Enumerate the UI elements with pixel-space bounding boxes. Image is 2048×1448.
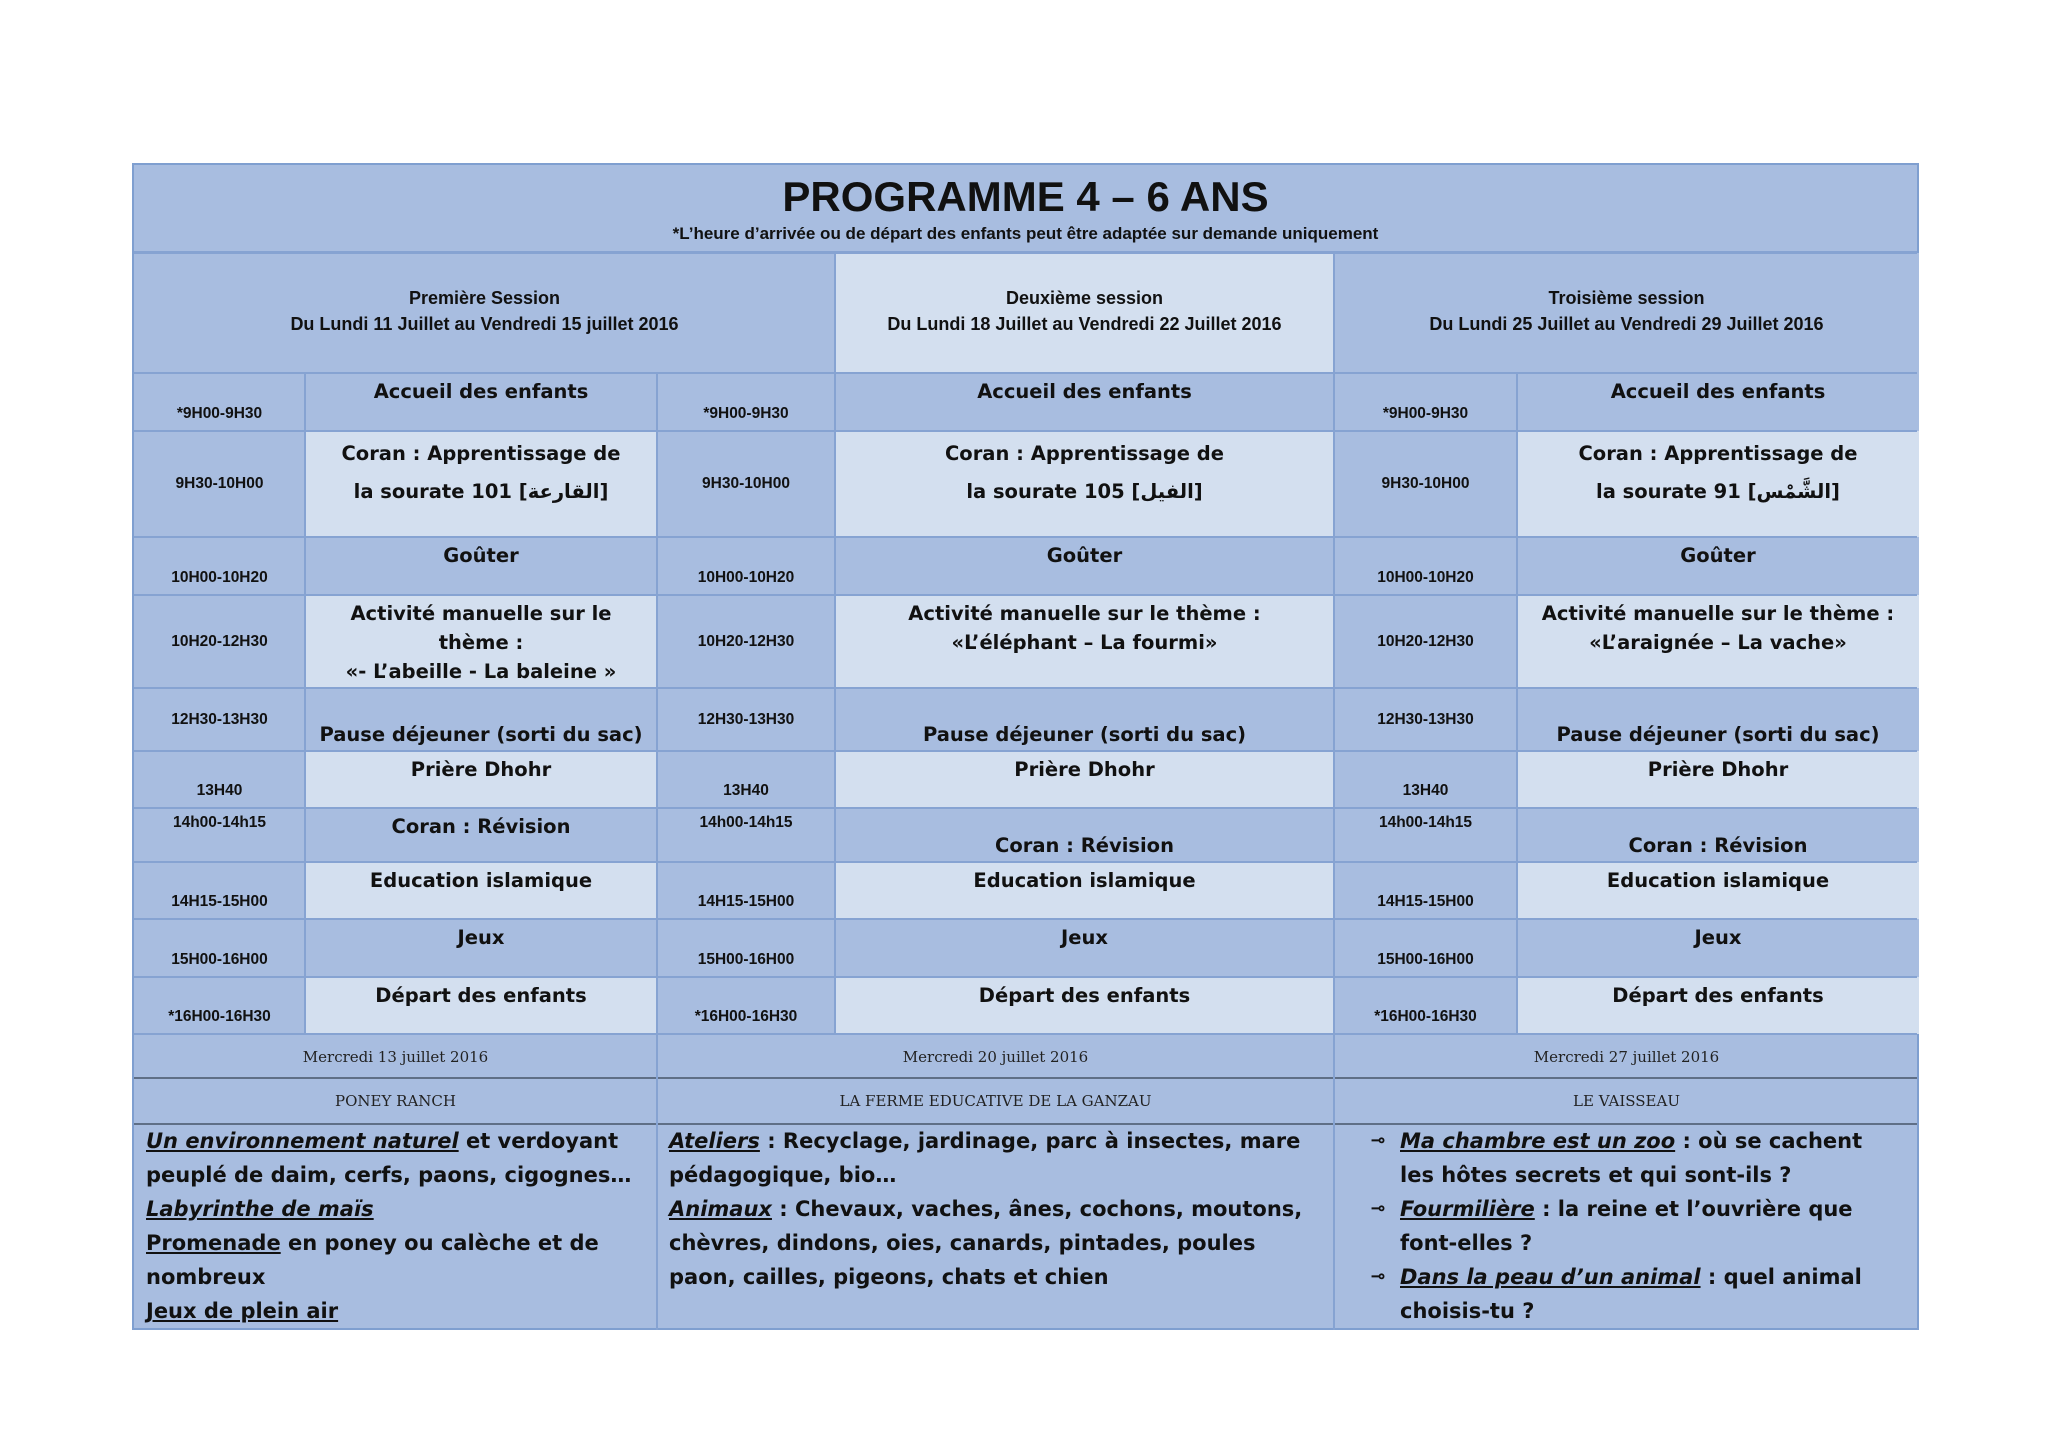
time-label: 10H00-10H20 (171, 569, 268, 586)
time-cell (134, 919, 305, 977)
time-cell (1334, 537, 1517, 595)
activity-cell (835, 431, 1334, 537)
row-divider (134, 252, 1917, 254)
time-label: 15H00-16H00 (697, 951, 795, 968)
desc2-pedagogique: pédagogique, bio… (669, 1163, 897, 1187)
time-label: 15H00-16H00 (1377, 951, 1474, 968)
time-label: 14h00-14h15 (699, 814, 793, 831)
bullet-icon: ⊸ (1370, 1198, 1386, 1219)
time-label: 10H00-10H20 (1377, 569, 1474, 586)
activity-label: Pause déjeuner (sorti du sac) (319, 723, 643, 746)
time-cell (1334, 751, 1517, 808)
session-3-header (1334, 253, 1919, 373)
desc2-animals-line3: paon, cailles, pigeons, chats et chien (669, 1265, 1109, 1289)
time-cell (134, 862, 305, 919)
activity-label: thème : (438, 631, 524, 654)
activity-label: «- L’abeille - La baleine » (345, 660, 617, 683)
activity-cell (1517, 977, 1919, 1034)
activity-label: Accueil des enfants (1610, 380, 1826, 403)
activity-cell (305, 373, 657, 431)
title-band (134, 165, 1917, 253)
time-cell (657, 808, 835, 862)
session-3-name: Troisième session (1548, 288, 1705, 308)
page-title: PROGRAMME 4 – 6 ANS (782, 173, 1269, 220)
activity-cell (835, 537, 1334, 595)
activity-label: Prière Dhohr (1014, 758, 1155, 781)
time-label: 10H20-12H30 (697, 632, 795, 650)
page-subtitle: *L’heure d’arrivée ou de départ des enfants peut être adaptée sur demande uniquement (672, 224, 1379, 243)
outing-place-3: LE VAISSEAU (1573, 1092, 1680, 1110)
desc1-promenade: Promenade (146, 1231, 281, 1255)
time-label: 15H00-16H00 (171, 951, 268, 968)
activity-label: Activité manuelle sur le (350, 602, 612, 625)
time-cell (657, 751, 835, 808)
row-divider (134, 1033, 1917, 1035)
time-cell (134, 977, 305, 1034)
activity-label: Prière Dhohr (1647, 758, 1789, 781)
time-label: 10H00-10H20 (697, 569, 795, 586)
time-cell (1334, 595, 1517, 688)
bullet-icon: ⊸ (1370, 1130, 1386, 1151)
time-label: 14h00-14h15 (1378, 814, 1473, 831)
activity-label: Jeux (1694, 926, 1742, 949)
row-divider (134, 594, 1917, 596)
desc3-zoo: Ma chambre est un zoo (1400, 1129, 1676, 1153)
time-cell (134, 595, 305, 688)
activity-label: Education islamique (1606, 869, 1830, 892)
row-divider (134, 1123, 1917, 1125)
time-label: *9H00-9H30 (703, 405, 789, 422)
activity-label: Education islamique (973, 869, 1196, 892)
outing-desc-1 (146, 1124, 651, 1328)
desc3-fourmiliere-rest: : la reine et l’ouvrière que (1534, 1197, 1853, 1221)
activity-label: Coran : Apprentissage de (1578, 442, 1858, 465)
row-divider (134, 750, 1917, 752)
time-label: *16H00-16H30 (1374, 1008, 1477, 1025)
desc3-bullet-1 (1356, 1124, 1916, 1192)
activity-cell (1517, 862, 1919, 919)
activity-cell (1517, 688, 1919, 751)
time-cell (1334, 808, 1517, 862)
activity-cell (305, 977, 657, 1034)
time-cell (657, 919, 835, 977)
desc3-animal-rest: : quel animal (1700, 1265, 1862, 1289)
column-divider (1333, 253, 1335, 1330)
desc2-animaux-rest: : Chevaux, vaches, ânes, cochons, moutons, (771, 1197, 1303, 1221)
column-divider (1516, 373, 1518, 1034)
desc1-animals: peuplé de daim, cerfs, paons, cigognes… (146, 1163, 632, 1187)
row-divider (134, 687, 1917, 689)
activity-label: Goûter (1680, 544, 1756, 567)
activity-cell (835, 751, 1334, 808)
activity-label: Activité manuelle sur le thème : (1541, 602, 1895, 625)
outing-desc-2 (669, 1124, 1329, 1294)
activity-cell (305, 595, 657, 688)
time-cell (1334, 862, 1517, 919)
activity-label: Goûter (443, 544, 519, 567)
time-cell (1334, 977, 1517, 1034)
desc3-animal-line2: choisis-tu ? (1400, 1299, 1535, 1323)
desc3-zoo-line2: les hôtes secrets et qui sont-ils ? (1400, 1163, 1792, 1187)
row-divider (134, 536, 1917, 538)
activity-label: Activité manuelle sur le thème : (908, 602, 1261, 625)
time-label: *16H00-16H30 (168, 1008, 271, 1025)
programme-table (132, 163, 1919, 1330)
time-cell (657, 595, 835, 688)
time-label: 12H30-13H30 (171, 710, 268, 728)
outing-date-2: Mercredi 20 juillet 2016 (902, 1048, 1089, 1066)
activity-label: Coran : Révision (995, 834, 1174, 857)
time-label: 12H30-13H30 (1377, 710, 1474, 728)
desc3-fourmiliere: Fourmilière (1400, 1197, 1535, 1221)
desc3-bullet-2 (1356, 1192, 1916, 1260)
time-label: 13H40 (1402, 782, 1449, 799)
outing-date-3: Mercredi 27 juillet 2016 (1533, 1048, 1720, 1066)
activity-label: Jeux (1061, 926, 1108, 949)
time-label: *9H00-9H30 (176, 405, 263, 422)
column-divider (656, 373, 658, 1330)
desc3-zoo-rest: : où se cachent (1675, 1129, 1863, 1153)
time-label: 10H20-12H30 (1377, 632, 1474, 650)
activity-label: Accueil des enfants (977, 380, 1192, 403)
time-label: 9H30-10H00 (175, 475, 264, 492)
time-label: 14H15-15H00 (171, 893, 268, 910)
bullet-icon: ⊸ (1370, 1266, 1386, 1287)
time-cell (1334, 431, 1517, 537)
time-cell (657, 688, 835, 751)
time-cell (134, 537, 305, 595)
activity-cell (1517, 431, 1919, 537)
activity-label: Prière Dhohr (410, 758, 552, 781)
activity-label: Départ des enfants (978, 984, 1191, 1007)
activity-label: «L’araignée – La vache» (1589, 631, 1847, 654)
time-label: 9H30-10H00 (1381, 475, 1470, 492)
time-label: 9H30-10H00 (702, 475, 790, 492)
activity-cell (305, 537, 657, 595)
time-label: 14H15-15H00 (1377, 893, 1474, 910)
outing-place-1: PONEY RANCH (335, 1092, 456, 1110)
time-label: 12H30-13H30 (697, 710, 795, 728)
desc1-nombreux: nombreux (146, 1265, 266, 1289)
activity-cell (1517, 751, 1919, 808)
outing-desc-3 (1356, 1124, 1916, 1328)
row-divider (134, 1077, 1917, 1079)
activity-label: Coran : Révision (1628, 834, 1808, 857)
desc2-ateliers-rest: : Recyclage, jardinage, parc à insectes, mare (759, 1129, 1301, 1153)
row-divider (134, 861, 1917, 863)
activity-cell (835, 919, 1334, 977)
time-cell (134, 751, 305, 808)
desc1-env: Un environnement naturel (146, 1129, 459, 1153)
time-cell (657, 862, 835, 919)
activity-label: Coran : Révision (391, 815, 571, 838)
time-label: 13H40 (723, 782, 769, 799)
column-divider (304, 373, 306, 1034)
activity-cell (305, 688, 657, 751)
time-cell (657, 431, 835, 537)
activity-cell (1517, 595, 1919, 688)
activity-label: Coran : Apprentissage de (341, 442, 621, 465)
session-2-name: Deuxième session (1005, 288, 1164, 308)
activity-label: la sourate 105 [الفيل] (966, 480, 1203, 503)
time-cell (657, 373, 835, 431)
activity-cell (1517, 808, 1919, 862)
time-label: 13H40 (196, 782, 243, 799)
row-divider (134, 976, 1917, 978)
activity-label: Accueil des enfants (373, 380, 589, 403)
activity-label: la sourate 91 [الشَّمْس] (1596, 480, 1840, 503)
desc1-maze: Labyrinthe de maïs (146, 1197, 374, 1221)
activity-label: Départ des enfants (375, 984, 587, 1007)
time-label: 14h00-14h15 (172, 814, 267, 831)
time-label: 10H20-12H30 (171, 632, 268, 650)
session-1-dates: Du Lundi 11 Juillet au Vendredi 15 juillet 2016 (290, 314, 679, 334)
desc3-fourmiliere-line2: font-elles ? (1400, 1231, 1533, 1255)
time-cell (657, 977, 835, 1034)
desc1-env-rest: et verdoyant (458, 1129, 619, 1153)
desc2-ateliers: Ateliers (669, 1129, 760, 1153)
activity-cell (305, 862, 657, 919)
row-divider (134, 372, 1917, 374)
activity-cell (305, 919, 657, 977)
activity-cell (835, 808, 1334, 862)
desc3-animal: Dans la peau d’un animal (1400, 1265, 1701, 1289)
activity-label: Education islamique (369, 869, 593, 892)
desc1-promenade-rest: en poney ou calèche et de (280, 1231, 599, 1255)
time-label: *16H00-16H30 (694, 1008, 798, 1025)
activity-cell (305, 431, 657, 537)
activity-cell (1517, 537, 1919, 595)
activity-cell (835, 862, 1334, 919)
activity-cell (1517, 919, 1919, 977)
time-label: *9H00-9H30 (1382, 405, 1469, 422)
desc2-animaux: Animaux (669, 1197, 772, 1221)
session-3-dates: Du Lundi 25 Juillet au Vendredi 29 Juillet 2016 (1429, 314, 1824, 334)
activity-cell (305, 751, 657, 808)
activity-label: Pause déjeuner (sorti du sac) (1556, 723, 1880, 746)
activity-label: la sourate 101 [القارعة] (353, 480, 609, 503)
row-divider (134, 807, 1917, 809)
desc1-games: Jeux de plein air (146, 1299, 339, 1323)
time-cell (1334, 688, 1517, 751)
time-label: 14H15-15H00 (697, 893, 795, 910)
activity-label: Coran : Apprentissage de (944, 442, 1224, 465)
column-divider (834, 253, 836, 1034)
activity-label: Pause déjeuner (sorti du sac) (922, 723, 1247, 746)
activity-cell (835, 595, 1334, 688)
row-divider (134, 918, 1917, 920)
activity-label: Jeux (457, 926, 505, 949)
activity-cell (305, 808, 657, 862)
activity-label: Goûter (1046, 544, 1123, 567)
session-1-name: Première Session (408, 288, 561, 308)
row-divider (134, 430, 1917, 432)
activity-label: Départ des enfants (1612, 984, 1824, 1007)
activity-cell (835, 977, 1334, 1034)
outing-place-2: LA FERME EDUCATIVE DE LA GANZAU (839, 1092, 1152, 1110)
desc3-bullet-3 (1356, 1260, 1916, 1328)
time-cell (1334, 919, 1517, 977)
activity-cell (835, 373, 1334, 431)
time-cell (1334, 373, 1517, 431)
activity-cell (835, 688, 1334, 751)
activity-cell (1517, 373, 1919, 431)
session-1-header (134, 253, 835, 373)
activity-label: «L’éléphant – La fourmi» (951, 631, 1218, 654)
session-2-dates: Du Lundi 18 Juillet au Vendredi 22 Juillet 2016 (887, 314, 1282, 334)
time-cell (134, 688, 305, 751)
time-cell (134, 808, 305, 862)
time-cell (657, 537, 835, 595)
outing-date-1: Mercredi 13 juillet 2016 (302, 1048, 489, 1066)
desc2-animals-line2: chèvres, dindons, oies, canards, pintades, poules (669, 1231, 1256, 1255)
session-2-header (835, 253, 1334, 373)
time-cell (134, 431, 305, 537)
time-cell (134, 373, 305, 431)
